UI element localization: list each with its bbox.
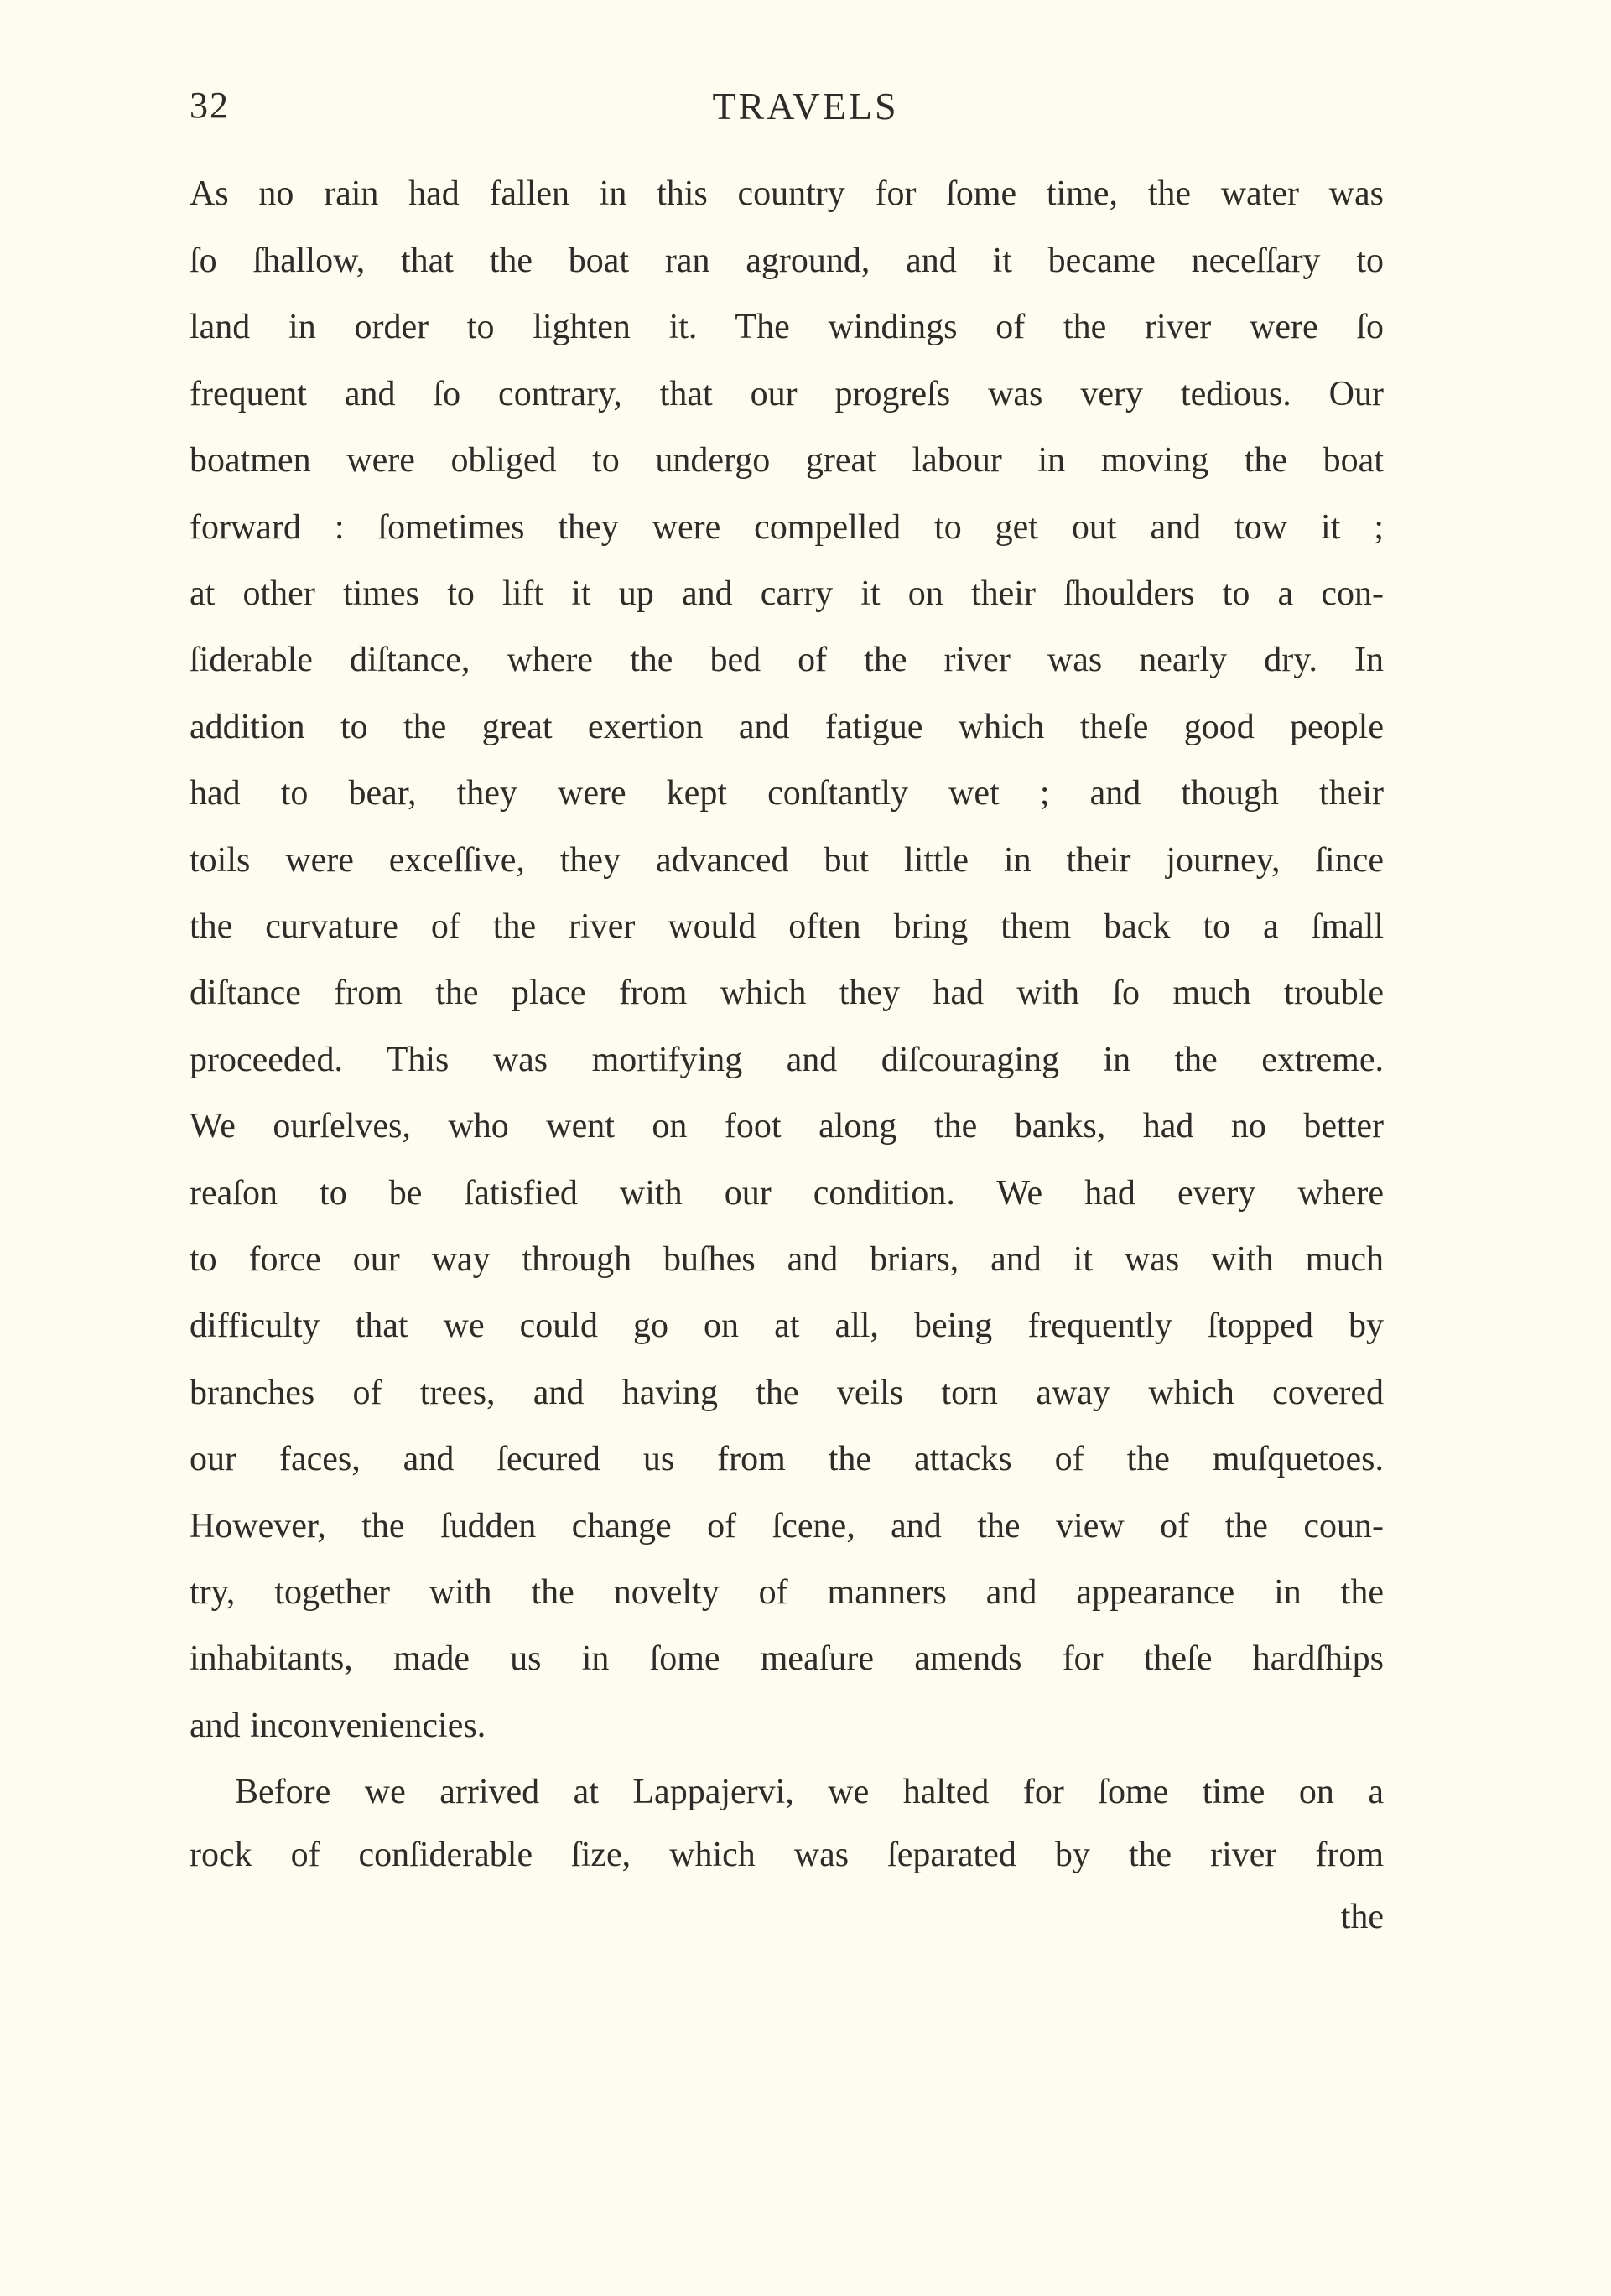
text-line: Before we arrived at Lappajervi, we halted for ſome time on a <box>235 1773 1384 1811</box>
text-line: rock of conſiderable ſize, which was ſeparated by the river from <box>190 1836 1384 1874</box>
text-line: the curvature of the river would often bring them back to a ſmall <box>190 907 1384 946</box>
text-line: reaſon to be ſatisfied with our condition. We had every where <box>190 1174 1384 1213</box>
text-line: frequent and ſo contrary, that our progreſs was very tedious. Our <box>190 375 1384 413</box>
text-line: to force our way through buſhes and briars, and it was with much <box>190 1240 1384 1279</box>
text-line: We ourſelves, who went on foot along the banks, had no better <box>190 1107 1384 1145</box>
catchword: the <box>1340 1898 1384 1936</box>
text-line: ſo ſhallow, that the boat ran aground, and it became neceſſary to <box>190 242 1384 280</box>
running-title: TRAVELS <box>712 85 899 127</box>
text-line: ſiderable diſtance, where the bed of the river was nearly dry. In <box>190 641 1384 679</box>
text-line: forward : ſometimes they were compelled to get out and tow it ; <box>190 508 1384 547</box>
text-line: diſtance from the place from which they had with ſo much trouble <box>190 974 1384 1012</box>
text-line: at other times to lift it up and carry it on their ſhoulders to a con- <box>190 574 1384 613</box>
text-line: land in order to lighten it. The windings of the river were ſo <box>190 308 1384 346</box>
text-line: our faces, and ſecured us from the attacks of the muſquetoes. <box>190 1440 1384 1478</box>
text-line: As no rain had fallen in this country for ſome time, the water was <box>190 174 1384 213</box>
text-line: However, the ſudden change of ſcene, and the view of the coun- <box>190 1507 1384 1545</box>
text-line: boatmen were obliged to undergo great labour in moving the boat <box>190 441 1384 480</box>
page-number: 32 <box>190 85 230 126</box>
text-line: had to bear, they were kept conſtantly wet ; and though their <box>190 774 1384 813</box>
text-line: try, together with the novelty of manners and appearance in the <box>190 1573 1384 1612</box>
text-line: and inconveniencies. <box>190 1706 486 1745</box>
text-line: toils were exceſſive, they advanced but little in their journey, ſince <box>190 841 1384 880</box>
text-line: branches of trees, and having the veils torn away which covered <box>190 1374 1384 1412</box>
text-line: difficulty that we could go on at all, being frequently ſtopped by <box>190 1306 1384 1345</box>
text-line: addition to the great exertion and fatigue which theſe good people <box>190 708 1384 746</box>
text-line: proceeded. This was mortifying and diſcouraging in the extreme. <box>190 1041 1384 1079</box>
text-line: inhabitants, made us in ſome meaſure amends for theſe hardſhips <box>190 1639 1384 1678</box>
